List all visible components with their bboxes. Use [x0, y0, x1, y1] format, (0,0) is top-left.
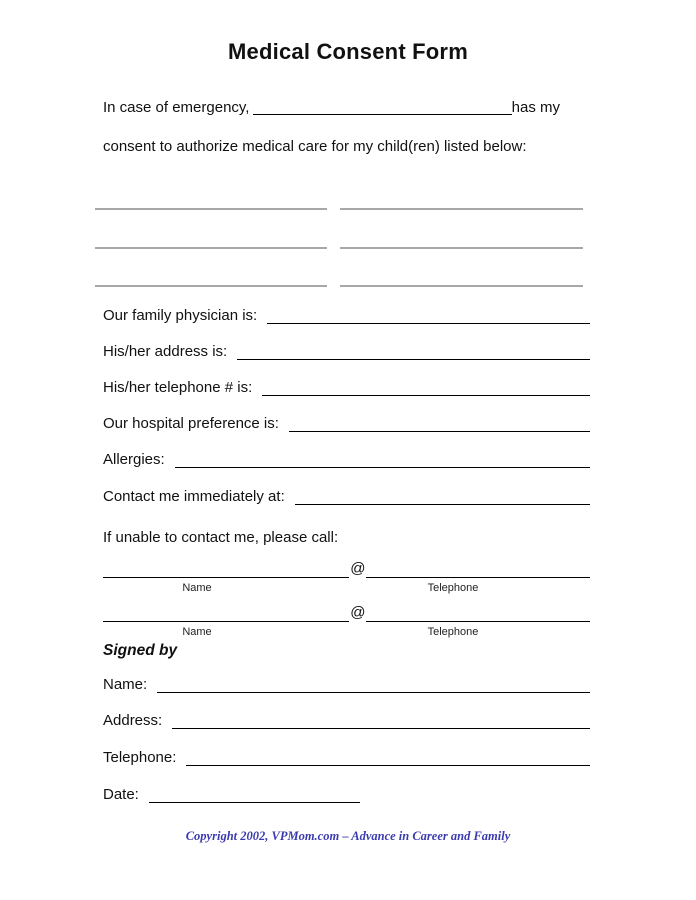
blank-line — [172, 728, 590, 729]
emergency-contact-row-1 — [103, 560, 590, 578]
emergency-person-blank-line — [253, 114, 511, 115]
field-label: Our hospital preference is: — [103, 415, 279, 432]
field-row-physician-telephone — [103, 377, 590, 398]
signature-row-name — [103, 674, 590, 695]
child-blank-line — [340, 247, 583, 249]
line-gap — [327, 247, 340, 249]
field-label: Name: — [103, 676, 148, 693]
child-blank-line — [340, 208, 583, 210]
at-symbol: @ — [350, 560, 366, 577]
field-label: Address: — [103, 712, 163, 729]
child-name-line-row — [95, 208, 583, 210]
field-label: Contact me immediately at: — [103, 488, 285, 505]
field-row-allergies — [103, 449, 590, 470]
telephone-caption: Telephone — [427, 626, 479, 638]
intro-prefix: In case of emergency, — [103, 99, 250, 116]
intro-suffix: has my — [511, 99, 560, 116]
contact-name-blank-line — [103, 577, 349, 578]
field-row-hospital-preference — [103, 413, 590, 434]
contact-name-blank-line — [103, 621, 349, 622]
field-row-contact-immediately — [103, 486, 590, 507]
telephone-caption: Telephone — [427, 582, 479, 594]
field-label: Telephone: — [103, 749, 177, 766]
blank-line — [267, 323, 590, 324]
child-blank-line — [95, 208, 327, 210]
signature-row-date — [103, 784, 360, 805]
child-name-line-row — [95, 247, 583, 249]
blank-line — [186, 765, 590, 766]
field-row-family-physician — [103, 305, 590, 326]
field-label: His/her address is: — [103, 343, 228, 360]
intro-line-1 — [103, 97, 560, 118]
child-name-line-row — [95, 285, 583, 287]
field-label: Date: — [103, 786, 139, 803]
field-label: Allergies: — [103, 451, 165, 468]
blank-line — [149, 802, 360, 803]
signature-row-address — [103, 710, 590, 731]
unable-to-contact-text: If unable to contact me, please call: — [103, 529, 339, 546]
emergency-contact-labels-2 — [103, 626, 590, 640]
field-row-physician-address — [103, 341, 590, 362]
contact-telephone-blank-line — [366, 577, 590, 578]
signed-by-heading: Signed by — [103, 642, 178, 659]
intro-line-2: consent to authorize medical care for my child(ren) listed below: — [103, 138, 527, 155]
blank-line — [262, 395, 590, 396]
blank-line — [289, 431, 590, 432]
blank-line — [295, 504, 590, 505]
at-symbol: @ — [350, 604, 366, 621]
contact-telephone-blank-line — [366, 621, 590, 622]
emergency-contact-row-2 — [103, 604, 590, 622]
blank-line — [175, 467, 590, 468]
name-caption: Name — [182, 626, 212, 638]
field-label: His/her telephone # is: — [103, 379, 253, 396]
line-gap — [327, 208, 340, 210]
child-blank-line — [95, 285, 327, 287]
signature-row-telephone — [103, 747, 590, 768]
line-gap — [327, 285, 340, 287]
page-title: Medical Consent Form — [228, 39, 468, 64]
copyright-footer: Copyright 2002, VPMom.com – Advance in Career and Family — [185, 829, 511, 843]
child-blank-line — [340, 285, 583, 287]
blank-line — [157, 692, 590, 693]
child-blank-line — [95, 247, 327, 249]
blank-line — [237, 359, 590, 360]
field-label: Our family physician is: — [103, 307, 258, 324]
name-caption: Name — [182, 582, 212, 594]
emergency-contact-labels-1 — [103, 582, 590, 596]
